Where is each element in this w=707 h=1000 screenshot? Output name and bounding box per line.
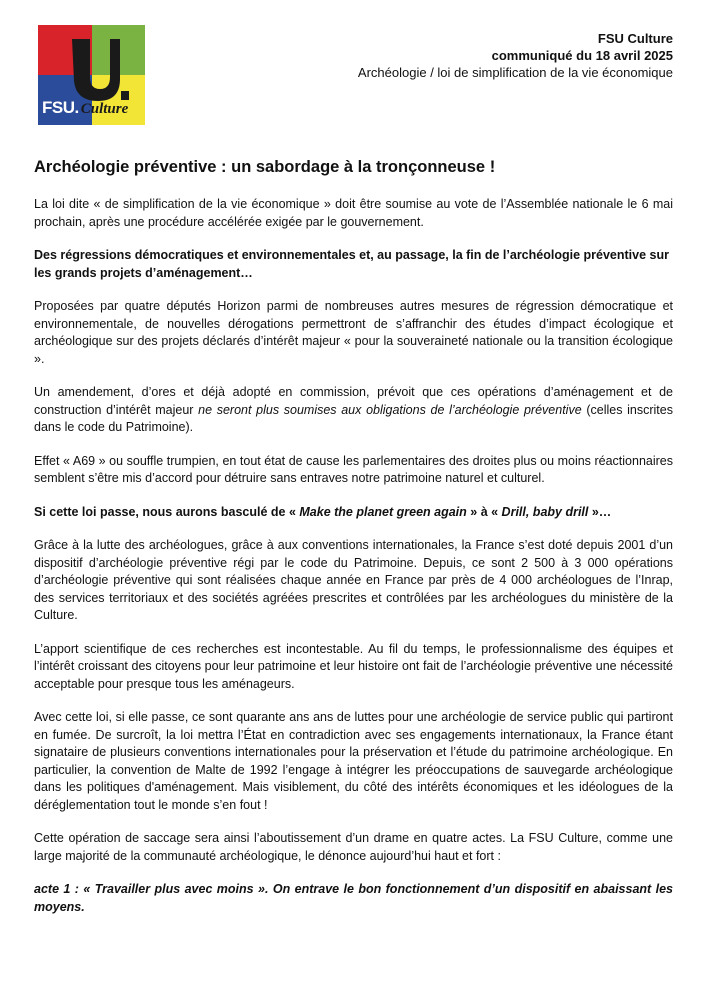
paragraph-law-consequences: Avec cette loi, si elle passe, ce sont quarante ans ans de luttes pour une archéologie de service public qui partiront en fumée. De surcroît, la loi mettra l’État en contradiction avec ses engagements internationaux, la France étant signataire de plusieurs conventions internationales pour la préservation et l’étude du patrimoine archéologique. En particulier, la convention de Malte de 1992 l’engage à intégrer les préoccupations de sauvegarde archéologique dans les politiques d'aménagement. Mais visiblement, du côté des intérêts économiques et les idéologues de la déréglementation tout le monde s’en fout ! (34, 710, 673, 812)
logo-wordmark (42, 99, 145, 117)
paragraph-amendment (34, 384, 673, 437)
logo-culture-text: Culture (80, 101, 129, 117)
planet-emphasis-1: Make the planet green again (299, 504, 467, 519)
paragraph-deputies: Proposées par quatre députés Horizon parmi de nombreuses autres mesures de régression démocratique et environnementale, de nouvelles dérogations permettront de s’affranchir des études d’impact écologique et archéologique sur des projets déclarés d’intérêt majeur « pour la souveraineté nationale ou la transition écologique ». (34, 299, 673, 366)
fsu-culture-logo (38, 25, 145, 125)
subheading-planet (34, 504, 673, 522)
planet-text-a: Si cette loi passe, nous aurons basculé de « (34, 504, 300, 519)
paragraph-archaeologists: Grâce à la lutte des archéologues, grâce à aux conventions internationales, la France s’est doté depuis 2001 d’un dispositif d’archéologie préventive régi par le code du Patrimoine. Depuis, ce sont 2 500 à 3 000 opérations d’archéologie préventive qui sont réalisées chaque année en France par près de 4 000 archéologues de l’Inrap, des services territoriaux et des sociétés agréées prescrites et contrôlées par les archéologues du ministère de la Culture. (34, 538, 673, 622)
logo-fsu-text: FSU. (42, 98, 79, 117)
act-1: acte 1 : « Travailler plus avec moins ». On entrave le bon fonctionnement d’un dispositif en abaissant les moyens. (34, 882, 673, 914)
amendment-text-a: Un amendement, d’ores et déjà adopté en commission, prévoit que ces opérations d’aménagement et de construction d’intérêt majeur (34, 385, 673, 417)
document-header (358, 30, 673, 81)
header-subject: Archéologie / loi de simplification de la vie économique (357, 65, 673, 80)
paragraph-a69: Effet « A69 » ou souffle trumpien, en tout état de cause les parlementaires des droites plus ou moins réactionnaires semblent s’être mis d’accord pour détruire sans entraves notre patrimoine naturel et culturel. (34, 453, 673, 485)
logo-u-letter-icon (66, 35, 130, 105)
paragraph-intro: La loi dite « de simplification de la vie économique » doit être soumise au vote de l’Assemblée nationale le 6 mai prochain, après une procédure accélérée exigée par le gouvernement. (34, 197, 673, 229)
paragraph-four-acts: Cette opération de saccage sera ainsi l’aboutissement d’un drame en quatre actes. La FSU Culture, comme une large majorité de la communauté archéologique, le dénonce aujourd’hui haut et fort : (34, 831, 673, 863)
planet-emphasis-2: Drill, baby drill (501, 504, 589, 519)
header-date: communiqué du 18 avril 2025 (491, 48, 673, 63)
header-org: FSU Culture (597, 31, 673, 46)
document-body (34, 196, 673, 932)
amendment-emphasis: ne seront plus soumises aux obligations de l’archéologie préventive (198, 402, 582, 417)
planet-text-c: »… (588, 504, 612, 519)
planet-text-b: » à « (466, 504, 502, 519)
page-title: Archéologie préventive : un sabordage à la tronçonneuse ! (34, 158, 496, 176)
amendment-text-b: (celles inscrites dans le code du Patrimoine). (34, 402, 673, 434)
paragraph-scientific: L’apport scientifique de ces recherches est incontestable. Au fil du temps, le professionnalisme des équipes et l’intérêt croissant des citoyens pour leur patrimoine et leur histoire ont fait de l’archéologie préventive une nécessité acceptable pour presque tous les aménageurs. (34, 641, 673, 691)
subheading-regressions: Des régressions démocratiques et environnementales et, au passage, la fin de l’archéologie préventive sur les grands projets d’aménagement… (34, 248, 669, 280)
